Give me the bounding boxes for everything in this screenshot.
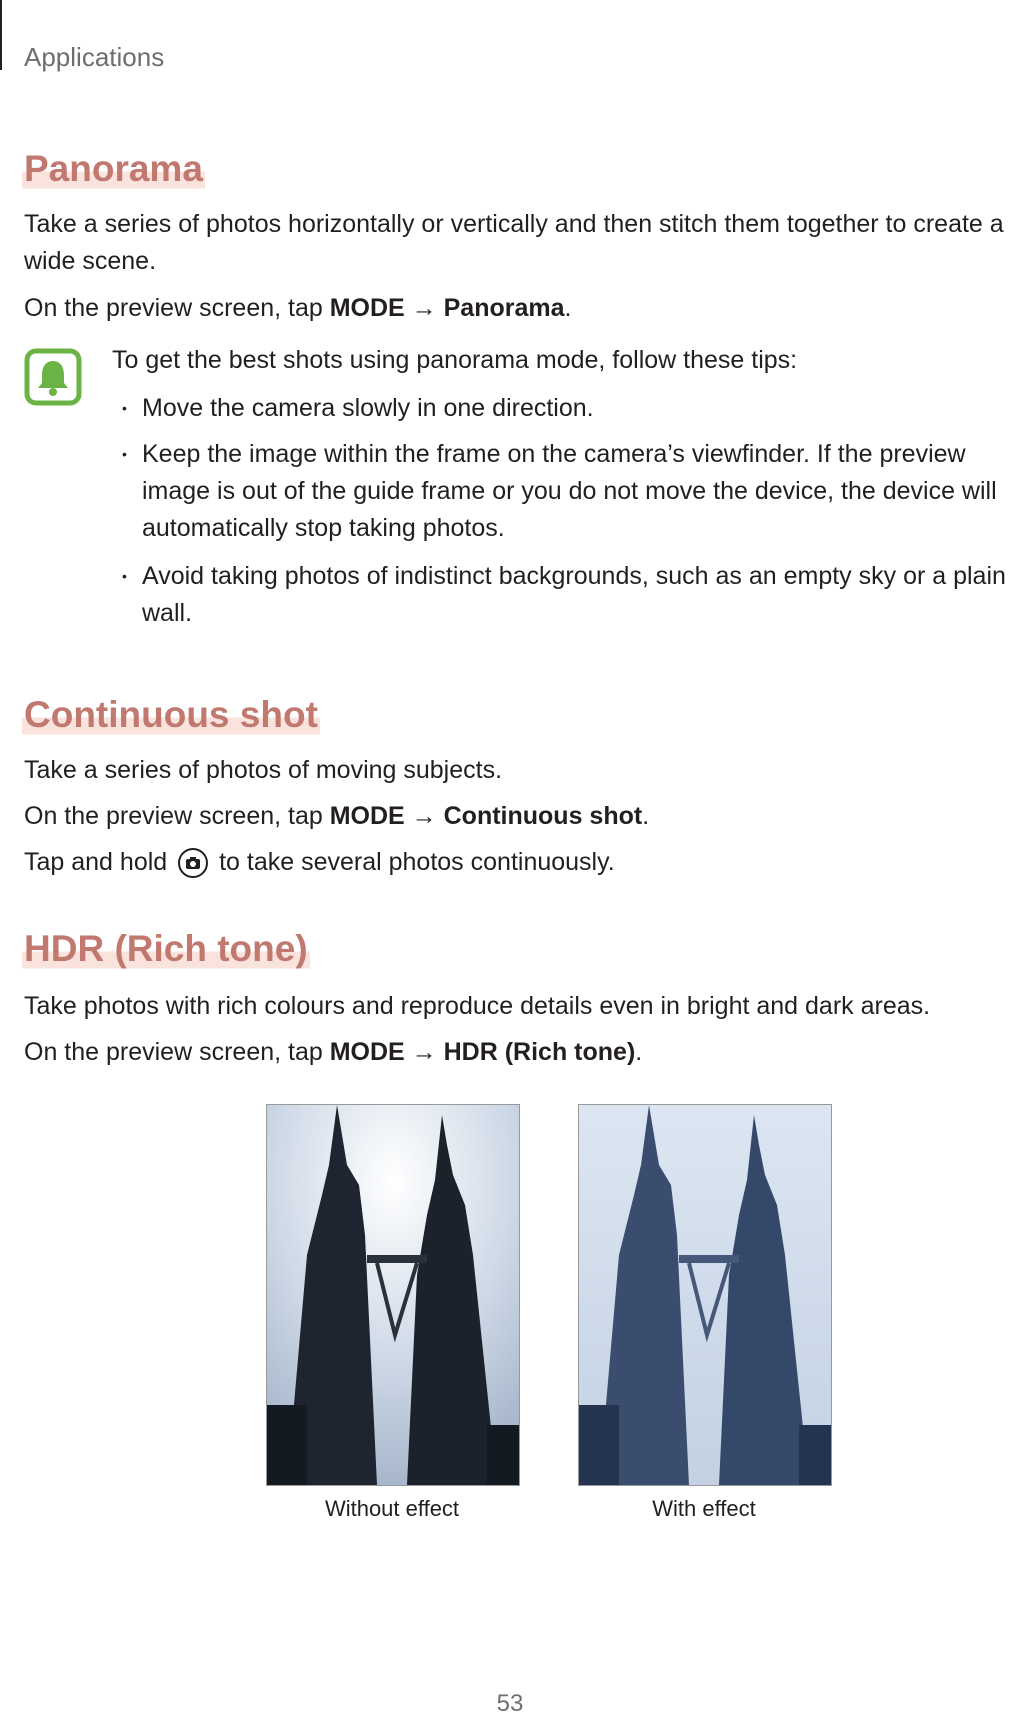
heading-hdr: HDR (Rich tone)	[22, 926, 310, 972]
panorama-step	[24, 290, 571, 327]
step-prefix: On the preview screen, tap	[24, 1038, 330, 1066]
page-number: 53	[496, 1690, 524, 1717]
tip-text: Move the camera slowly in one direction.	[142, 394, 594, 422]
hdr-step	[24, 1034, 642, 1071]
caption-without-effect: Without effect	[324, 1496, 460, 1521]
header-rule	[0, 0, 2, 70]
section-label: Applications	[24, 42, 165, 72]
mode-label: MODE	[329, 294, 405, 322]
hdr-label: HDR (Rich tone)	[443, 1038, 636, 1066]
step-prefix: On the preview screen, tap	[24, 294, 330, 322]
tip-text: Keep the image within the frame on the camera’s viewfinder. If the preview image is out of the guide frame or you do not move the device, the device will automatically stop taking photos.	[142, 440, 997, 542]
continuous-step	[24, 798, 649, 835]
arrow: →	[404, 294, 444, 322]
continuous-shot-label: Continuous shot	[443, 802, 643, 830]
bullet: •	[122, 400, 127, 416]
hdr-intro: Take photos with rich colours and reproduce details even in bright and dark areas.	[24, 992, 931, 1020]
step-suffix: .	[642, 802, 650, 830]
heading-continuous-shot: Continuous shot	[22, 692, 320, 738]
step-suffix: .	[635, 1038, 643, 1066]
bullet: •	[122, 446, 127, 462]
camera-shutter-icon	[178, 848, 208, 878]
continuous-intro: Take a series of photos of moving subjects.	[24, 756, 503, 784]
step-prefix: On the preview screen, tap	[24, 802, 330, 830]
caption-with-effect: With effect	[652, 1496, 756, 1521]
bullet: •	[122, 568, 127, 584]
bell-note-icon	[24, 348, 82, 406]
arrow: →	[404, 802, 444, 830]
hold-suffix: to take several photos continuously.	[219, 848, 615, 876]
tips-intro: To get the best shots using panorama mode, follow these tips:	[112, 346, 798, 374]
arrow: →	[404, 1038, 444, 1066]
photo-without-effect	[266, 1104, 520, 1486]
photo-with-effect	[578, 1104, 832, 1486]
panorama-label: Panorama	[443, 294, 565, 322]
hold-prefix: Tap and hold	[24, 848, 168, 876]
heading-panorama: Panorama	[22, 146, 205, 192]
tip-text: Avoid taking photos of indistinct backgrounds, such as an empty sky or a plain wall.	[142, 562, 1006, 627]
panorama-intro: Take a series of photos horizontally or vertically and then stitch them together to create a wide scene.	[24, 210, 1004, 275]
continuous-hold	[24, 844, 615, 881]
mode-label: MODE	[329, 802, 405, 830]
step-suffix: .	[564, 294, 572, 322]
mode-label: MODE	[329, 1038, 405, 1066]
